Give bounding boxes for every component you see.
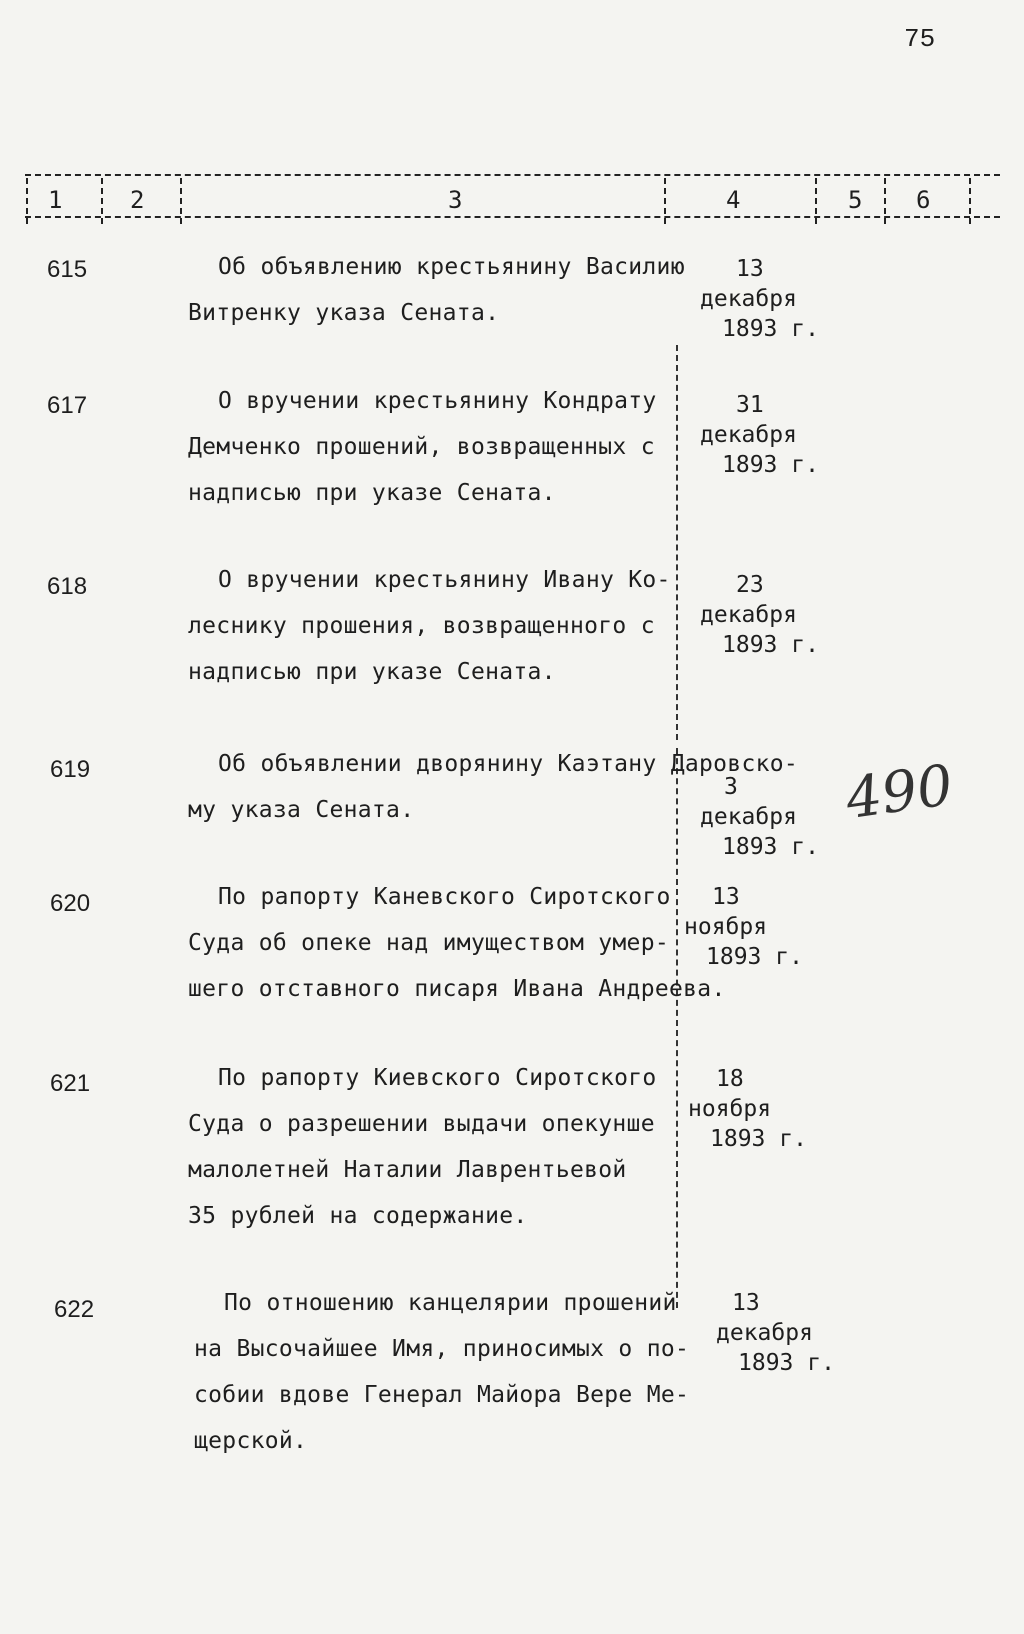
column-header-1: 1: [48, 186, 63, 214]
entry-line: на Высочайшее Имя, приносимых о по-: [194, 1336, 690, 1362]
date-year: 1893 г.: [722, 834, 819, 860]
column-header-2: 2: [130, 186, 145, 214]
date-year: 1893 г.: [706, 944, 803, 970]
entry-line: По рапорту Киевского Сиротского: [218, 1065, 657, 1091]
entry-date: [684, 882, 804, 972]
date-year: 1893 г.: [738, 1350, 835, 1376]
date-day: 23: [736, 572, 764, 598]
entry-number: 620: [50, 890, 91, 917]
handwritten-annotation: 490: [841, 752, 957, 833]
entry-number: 619: [50, 756, 91, 783]
entry-description: [188, 874, 748, 1012]
entry-line: малолетней Наталии Лаврентьевой: [188, 1157, 627, 1183]
entry-line: Суда об опеке над имуществом умер-: [188, 930, 670, 956]
entry-line: 35 рублей на содержание.: [188, 1203, 528, 1229]
date-month: декабря: [700, 422, 797, 448]
date-day: 13: [732, 1290, 760, 1316]
date-day: 18: [716, 1066, 744, 1092]
entry-date: [700, 390, 820, 480]
entry-line: собии вдове Генерал Майора Вере Ме-: [194, 1382, 690, 1408]
header-rule-bottom: [25, 216, 1000, 218]
entry-number: 622: [54, 1296, 95, 1323]
column-header-4: 4: [726, 186, 741, 214]
column-header-3: 3: [448, 186, 463, 214]
date-month: декабря: [700, 286, 797, 312]
entry-line: Об объявлении дворянину Каэтану Даровско-: [218, 751, 799, 777]
entry-line: надписью при указе Сената.: [188, 659, 556, 685]
column-divider: [815, 178, 817, 224]
entry-line: Об объявлению крестьянину Василию: [218, 254, 685, 280]
column-divider: [884, 178, 886, 224]
entry-line: леснику прошения, возвращенного с: [188, 613, 655, 639]
column-divider: [101, 178, 103, 224]
entry-description: [188, 557, 688, 695]
entry-date: [700, 772, 820, 862]
date-day: 3: [724, 774, 738, 800]
entry-date: [700, 570, 820, 660]
entry-line: О вручении крестьянину Кондрату: [218, 388, 657, 414]
entry-line: му указа Сената.: [188, 797, 415, 823]
column-divider: [664, 178, 666, 224]
header-rule-top: [25, 174, 1000, 176]
date-year: 1893 г.: [722, 452, 819, 478]
column-header-6: 6: [916, 186, 931, 214]
date-year: 1893 г.: [710, 1126, 807, 1152]
entry-date: [700, 254, 820, 344]
entry-line: По отношению канцелярии прошений: [224, 1290, 677, 1316]
entry-line: По рапорту Каневского Сиротского: [218, 884, 671, 910]
entry-number: 615: [47, 256, 88, 283]
entry-line: щерской.: [194, 1428, 308, 1454]
date-day: 31: [736, 392, 764, 418]
entry-line: надписью при указе Сената.: [188, 480, 556, 506]
entry-line: Демченко прошений, возвращенных с: [188, 434, 655, 460]
date-month: декабря: [700, 804, 797, 830]
date-month: ноября: [684, 914, 768, 940]
entry-description: [194, 1280, 694, 1464]
entry-line: шего отставного писаря Ивана Андреева.: [188, 976, 726, 1002]
date-month: ноября: [688, 1096, 772, 1122]
entry-line: Витренку указа Сената.: [188, 300, 500, 326]
entry-description: [188, 1055, 688, 1239]
entry-description: [188, 378, 688, 516]
date-day: 13: [712, 884, 740, 910]
entry-number: 617: [47, 392, 88, 419]
entry-date: [688, 1064, 808, 1154]
column-divider: [180, 178, 182, 224]
column-header-5: 5: [848, 186, 863, 214]
entry-number: 618: [47, 573, 88, 600]
column-divider: [26, 178, 28, 224]
page-number: 75: [904, 24, 936, 54]
entry-date: [716, 1288, 836, 1378]
date-month: декабря: [716, 1320, 813, 1346]
entry-line: Суда о разрешении выдачи опекунше: [188, 1111, 655, 1137]
date-day: 13: [736, 256, 764, 282]
column-divider: [969, 178, 971, 224]
date-year: 1893 г.: [722, 632, 819, 658]
date-year: 1893 г.: [722, 316, 819, 342]
entry-number: 621: [50, 1070, 91, 1097]
entry-description: [188, 244, 688, 336]
entry-line: О вручении крестьянину Ивану Ко-: [218, 567, 671, 593]
date-month: декабря: [700, 602, 797, 628]
